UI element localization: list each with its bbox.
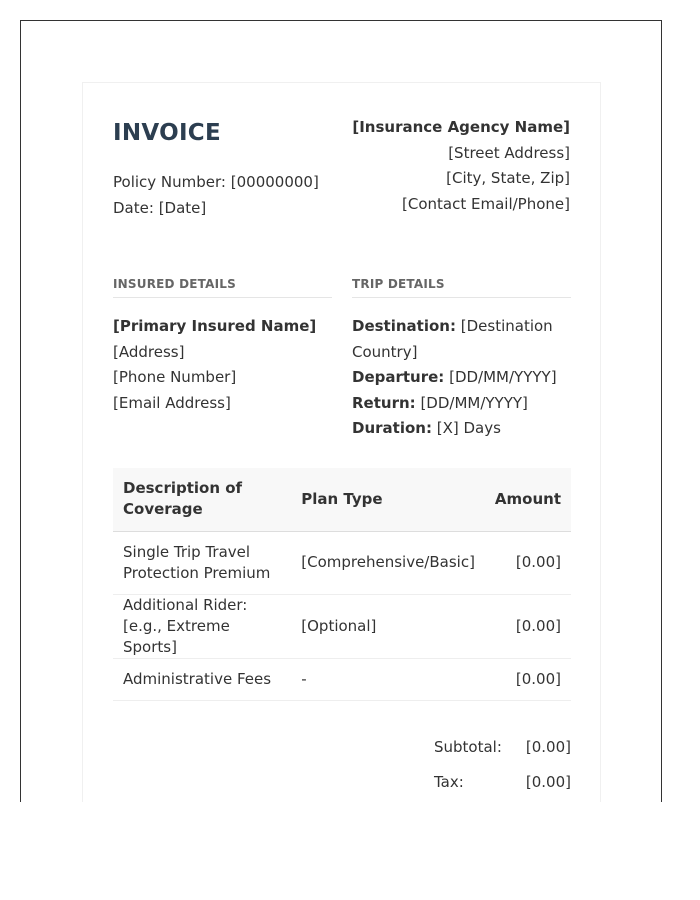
departure-value: [DD/MM/YYYY] [449,368,557,386]
row-description: Additional Rider: [e.g., Extreme Sports] [113,594,291,658]
trip-departure [352,365,571,391]
agency-block [352,115,570,217]
table-header-row [113,468,571,531]
row-amount: [0.00] [485,658,571,700]
departure-label: Departure: [352,368,445,386]
trip-details-section [352,277,571,442]
trip-details-heading: TRIP DETAILS [352,277,571,298]
destination-value: [Destination Country] [352,317,553,361]
policy-number-label: Policy Number: [113,173,226,191]
policy-number-row [113,169,319,195]
duration-value: [X] Days [436,419,501,437]
agency-street: [Street Address] [448,143,570,162]
row-description: Single Trip Travel Protection Premium [113,531,291,594]
row-plan-type: [Optional] [291,594,485,658]
trip-return [352,391,571,417]
policy-number-value: [00000000] [230,173,319,191]
row-amount: [0.00] [485,531,571,594]
row-description: Administrative Fees [113,658,291,700]
invoice-sheet [82,82,601,802]
tax-label: Tax: [434,772,464,791]
page-frame [20,20,662,802]
insured-details-body [113,314,332,416]
tax-value: [0.00] [525,772,571,791]
insured-address: [Address] [113,342,185,361]
duration-label: Duration: [352,419,432,437]
insured-phone: [Phone Number] [113,368,237,386]
agency-name: [Insurance Agency Name] [352,118,570,136]
trip-destination [352,314,571,365]
agency-city: [City, State, Zip] [446,169,570,187]
header-description: Description of Coverage [113,468,291,531]
insured-details-heading: INSURED DETAILS [113,277,332,298]
insured-name: [Primary Insured Name] [113,317,317,335]
coverage-table [113,468,571,701]
insured-details-section [113,277,332,416]
date-label: Date: [113,199,154,217]
date-row [113,195,319,221]
subtotal-value: [0.00] [525,737,571,756]
row-plan-type: [Comprehensive/Basic] [291,531,485,594]
return-value: [DD/MM/YYYY] [420,393,528,412]
destination-label: Destination: [352,317,456,335]
date-value: [Date] [158,199,207,217]
totals-block [434,729,571,802]
subtotal-label: Subtotal: [434,737,502,756]
row-plan-type: - [291,658,485,700]
table-row [113,531,571,594]
row-amount: [0.00] [485,594,571,658]
trip-details-body [352,314,571,442]
table-row [113,658,571,700]
header-amount: Amount [485,468,571,531]
trip-duration [352,416,571,442]
subtotal-row [434,729,571,764]
invoice-meta [113,169,319,221]
table-row [113,594,571,658]
invoice-title: INVOICE [113,120,222,146]
tax-row [434,764,571,799]
return-label: Return: [352,393,416,412]
header-plan-type: Plan Type [291,468,485,531]
insured-email: [Email Address] [113,393,231,412]
agency-contact: [Contact Email/Phone] [402,194,570,213]
